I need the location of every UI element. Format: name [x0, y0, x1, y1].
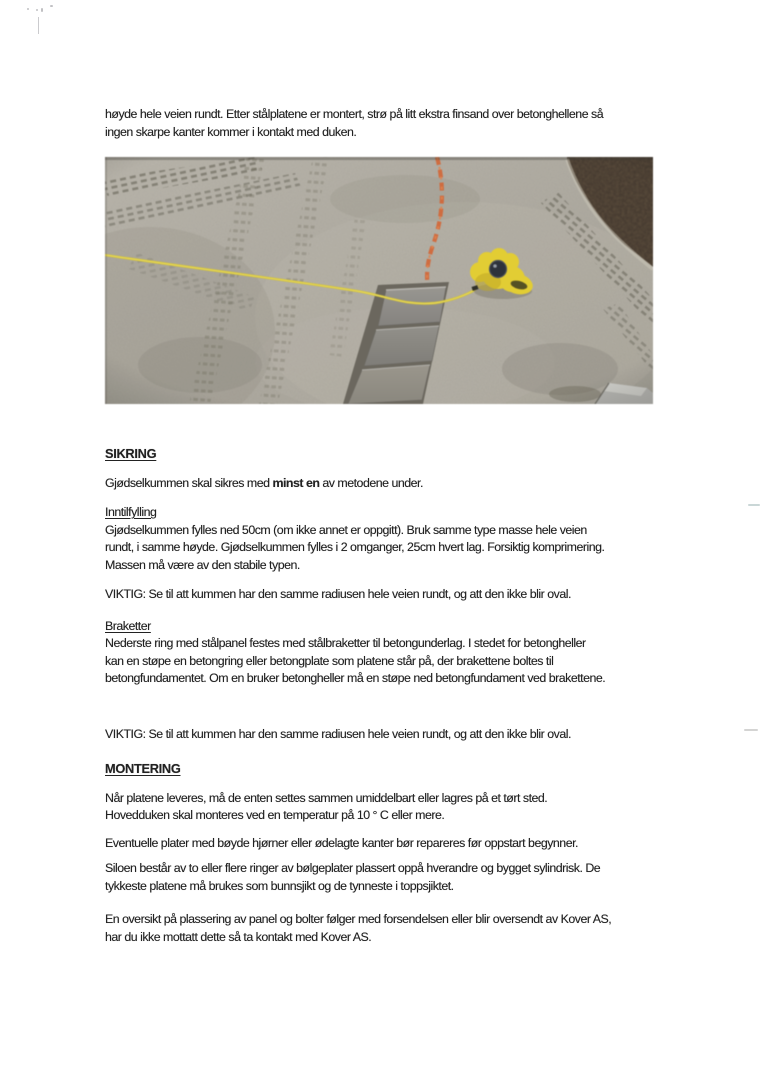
text-line: Hovedduken skal monteres ved en temperatur på 10 ° C eller mere. — [105, 808, 445, 822]
text-line: Gjødselkummen fylles ned 50cm (om ikke annet er oppgitt). Bruk samme type masse hele veien — [105, 522, 587, 537]
section-heading-sikring: SIKRING — [105, 446, 157, 461]
subsection-heading-braketter: Braketter — [105, 618, 151, 633]
sikring-intro-bold: minst en — [272, 475, 320, 490]
sikring-intro — [105, 475, 654, 493]
subsection-braketter — [105, 618, 654, 688]
scan-artifact-dash — [748, 504, 760, 506]
scan-artifact-line — [38, 17, 39, 34]
text-line: har du ikke mottatt dette så ta kontakt med Kover AS. — [105, 929, 372, 944]
montering-paragraph-3 — [105, 860, 654, 895]
sikring-intro-pre: Gjødselkummen skal sikres med — [105, 475, 273, 490]
text-line: Massen må være av den stabile typen. — [105, 557, 300, 572]
text-line: tykkeste platene må brukes som bunnsjikt og de tynneste i toppsjiktet. — [105, 878, 454, 893]
viktig-note-1: VIKTIG: Se til att kummen har den samme radiusen hele veien rundt, og att den ikke blir oval. — [105, 587, 571, 601]
text-line: betongfundamentet. Om en bruker betongheller må en støpe ned betongfundament ved brakettene. — [105, 671, 606, 685]
scan-artifact-dot — [36, 9, 38, 11]
montering-paragraph-1 — [105, 790, 654, 825]
text-line: ingen skarpe kanter kommer i kontakt med duken. — [105, 124, 357, 139]
subsection-heading-inntilfylling: Inntilfylling — [105, 505, 157, 519]
text-line: Siloen består av to eller flere ringer av bølgeplater plassert oppå hverandre og bygget sylindrisk. De — [105, 861, 601, 875]
text-line: kan en støpe en betongring eller betongplate som platene står på, der brakettene boltes til — [105, 653, 554, 668]
montering-paragraph-4 — [105, 911, 654, 946]
scan-artifact-dash — [744, 729, 758, 731]
scan-artifact-dot — [27, 8, 29, 10]
site-photo — [105, 157, 653, 404]
section-heading-montering: MONTERING — [105, 761, 181, 776]
scan-artifact-dot — [50, 5, 53, 7]
subsection-inntilfylling — [105, 504, 654, 574]
montering-paragraph-2 — [105, 835, 654, 853]
scan-artifact-dot — [41, 8, 43, 12]
document-content — [105, 106, 654, 946]
inntilfylling-paragraph — [105, 522, 654, 575]
text-line: En oversikt på plassering av panel og bolter følger med forsendelsen eller blir oversendt av Kover AS, — [105, 912, 612, 926]
text-line: høyde hele veien rundt. Etter stålplatene er montert, strø på litt ekstra finsand over betonghellene så — [105, 107, 604, 121]
site-photo-graphic — [105, 157, 653, 404]
viktig-note-2: VIKTIG: Se til att kummen har den samme radiusen hele veien rundt, og att den ikke blir oval. — [105, 726, 571, 741]
text-line: Nederste ring med stålpanel festes med stålbraketter til betongunderlag. I stedet for betongheller — [105, 636, 586, 650]
braketter-paragraph — [105, 635, 654, 688]
intro-paragraph — [105, 106, 654, 141]
text-line: Eventuelle plater med bøyde hjørner eller ødelagte kanter bør repareres før oppstart begynner. — [105, 835, 578, 850]
sikring-intro-post: av metodene under. — [319, 475, 423, 490]
text-line: rundt, i samme høyde. Gjødselkummen fylles i 2 omganger, 25cm hvert lag. Forsiktig komprimering. — [105, 540, 605, 554]
text-line: Når platene leveres, må de enten settes sammen umiddelbart eller lagres på et tørt sted. — [105, 790, 548, 805]
